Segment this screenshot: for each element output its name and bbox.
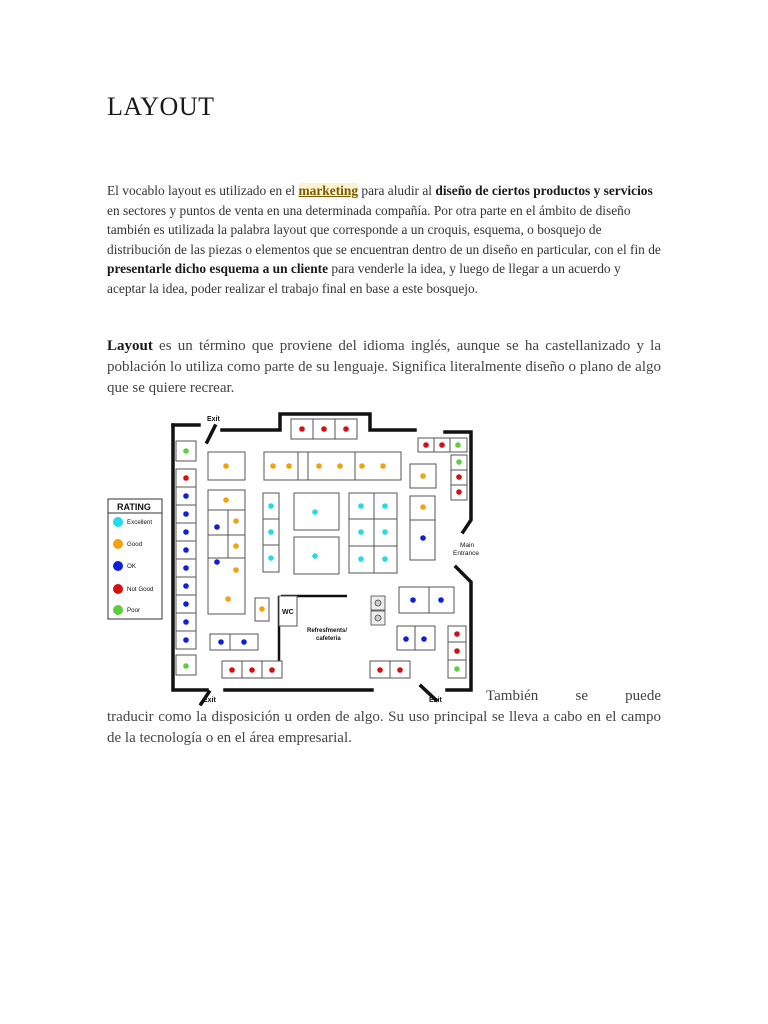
intro-paragraph xyxy=(107,181,661,299)
rating-not-good-label: Not Good xyxy=(127,586,154,593)
rating-ok-swatch xyxy=(113,561,123,571)
rating-excellent-swatch xyxy=(113,517,123,527)
rating-good-label: Good xyxy=(127,541,143,548)
store-floor-plan xyxy=(107,410,483,706)
intro-text-3: en sectores y puntos de venta en una determinada compañía. Por otra parte en el ámbito de diseño también es utilizada la palabra layout que corresponde a un croquis, esquema, o bosquejo de distribución de las piezas o elementos que se encuentran dentro de un diseño en particular, con el fin de xyxy=(107,202,661,257)
page-title: LAYOUT xyxy=(107,92,215,121)
usage-paragraph: traducir como la disposición u orden de algo. Su uso principal se lleva a cabo en el campo de la tecnología o en el área empresarial. xyxy=(107,709,661,746)
rating-not-good-swatch xyxy=(113,584,123,594)
marketing-link[interactable]: marketing xyxy=(298,183,359,198)
exit-top-label: Exit xyxy=(207,416,220,423)
exit-bottom-left-label: Exit xyxy=(203,697,216,704)
exit-bottom-right-label: Exit xyxy=(429,697,442,704)
intro-text-2: para aludir al xyxy=(358,183,436,198)
rating-poor-label: Poor xyxy=(127,607,141,614)
definition-text: es un término que proviene del idioma inglés, aunque se ha castellanizado y la población lo utiliza como parte de su lenguaje. Significa literalmente diseño o plano de algo que se quiere recrear. xyxy=(107,338,661,396)
intro-text-1: El vocablo layout es utilizado en el xyxy=(107,183,299,198)
definition-bold: Layout xyxy=(107,338,153,354)
wc-label: WC xyxy=(282,609,294,616)
main-entrance-label-2: Entrance xyxy=(453,550,480,557)
rating-ok-label: OK xyxy=(127,563,136,570)
rating-excellent-label: Excellent xyxy=(127,519,153,526)
rating-poor-swatch xyxy=(113,605,123,615)
rating-legend xyxy=(108,499,162,619)
refreshments-label-1: Refresfments/ xyxy=(307,628,348,634)
refreshments-label-2: cafeteria xyxy=(316,636,341,642)
intro-bold-1: diseño de ciertos productos y servicios xyxy=(435,183,653,198)
main-entrance-label-1: Main xyxy=(460,542,475,549)
intro-text-4: para venderle la idea, y luego de llegar a un acuerdo y aceptar la idea, poder realizar el trabajo final en base a este bosquejo. xyxy=(107,261,621,296)
rating-good-swatch xyxy=(113,539,123,549)
rating-title: RATING xyxy=(117,502,151,512)
usage-paragraph-first-line: También se puede xyxy=(486,688,661,704)
intro-bold-2: presentarle dicho esquema a un cliente xyxy=(107,261,329,277)
definition-paragraph xyxy=(107,336,661,399)
